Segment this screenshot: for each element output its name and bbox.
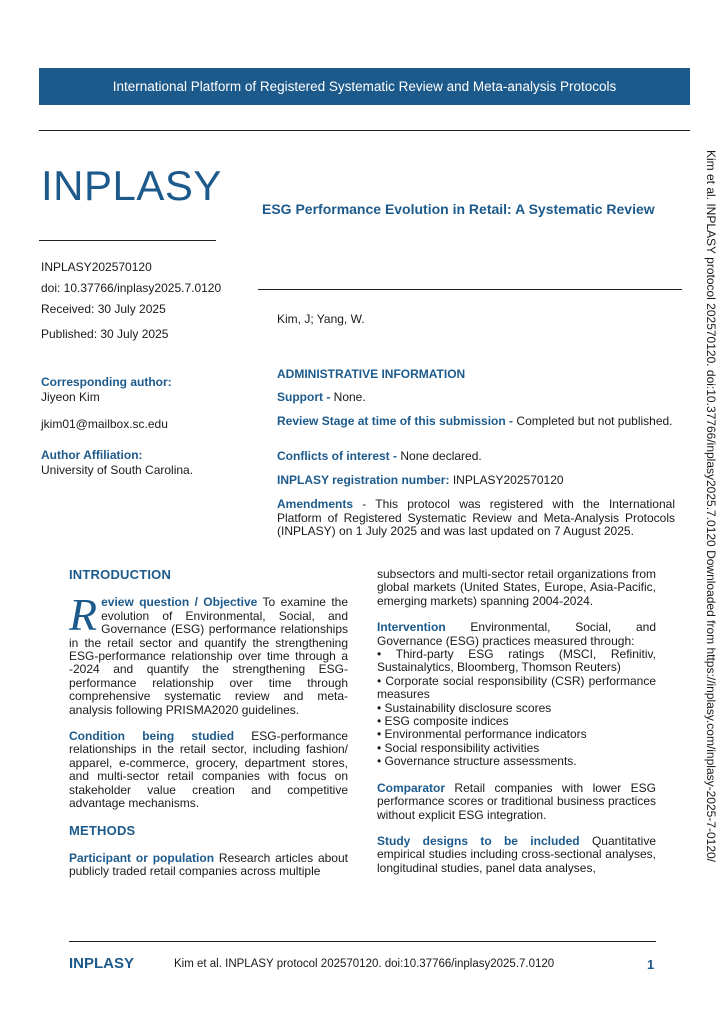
- right-column: [377, 568, 656, 888]
- intervention-list: [377, 648, 656, 769]
- footer-citation: Kim et al. INPLASY protocol 202570120. doi:10.37766/inplasy2025.7.0120: [174, 958, 555, 970]
- condition-label: Condition being studied: [69, 729, 235, 744]
- list-item: • Social responsibility activities: [377, 740, 540, 755]
- participant-text: Research articles about publicly traded retail companies across multiple: [69, 850, 348, 879]
- affiliation-value: University of South Carolina.: [41, 463, 194, 477]
- registration-value: INPLASY202570120: [449, 473, 564, 487]
- header-banner: International Platform of Registered Systematic Review and Meta-analysis Protocols: [39, 68, 690, 105]
- footer-brand: INPLASY: [69, 955, 135, 972]
- corresponding-author: [41, 375, 172, 432]
- study-designs-label: Study designs to be included: [377, 833, 580, 848]
- brand-divider: [39, 240, 216, 241]
- left-column: [69, 568, 348, 892]
- support-label: Support -: [277, 390, 331, 404]
- intervention-block: [377, 621, 656, 768]
- admin-stage: [277, 415, 675, 429]
- participant-label: Participant or population: [69, 850, 215, 865]
- admin-amendments: [277, 498, 675, 539]
- study-designs-paragraph: [377, 835, 656, 875]
- list-item: • Environmental performance indicators: [377, 727, 587, 742]
- list-item: • ESG composite indices: [377, 714, 509, 729]
- list-item: • Corporate social responsibility (CSR) performance measures: [377, 673, 656, 702]
- footer-divider: [69, 941, 656, 942]
- condition-paragraph: [69, 730, 348, 810]
- paper-title: ESG Performance Evolution in Retail: A Systematic Review: [262, 201, 655, 217]
- introduction-heading: INTRODUCTION: [69, 567, 172, 582]
- comparator-label: Comparator: [377, 780, 446, 795]
- page-number: 1: [647, 957, 655, 972]
- admin-heading: [277, 368, 675, 382]
- admin-registration: [277, 474, 675, 488]
- list-item: • Third-party ESG ratings (MSCI, Refinitiv, Sustainalytics, Bloomberg, Thomson Reuters): [377, 647, 656, 675]
- list-item: • Governance structure assessments.: [377, 754, 577, 769]
- published-date: Published: 30 July 2025: [41, 327, 169, 341]
- title-divider: [258, 289, 682, 290]
- comparator-paragraph: [377, 782, 656, 822]
- download-side-note: [700, 150, 720, 890]
- header-divider: [39, 130, 690, 131]
- support-value: None.: [330, 390, 366, 404]
- author-affiliation: [41, 448, 193, 478]
- methods-heading: METHODS: [69, 822, 136, 838]
- amendments-label: Amendments: [277, 497, 354, 511]
- review-question-text: To examine the evolution of Environmental, Social, and Governance (ESG) performance relationships in the retail sector and quantify the strengthening ESG-performance relationship over time through a -2024 and quantify the strengthening ESG-performance relationship over time through comprehensive systematic review and meta-analysis following PRISMA2020 guidelines.: [69, 595, 348, 717]
- drop-cap: R: [69, 589, 98, 641]
- admin-heading-text: ADMINISTRATIVE INFORMATION: [277, 367, 466, 381]
- admin-conflicts: [277, 450, 675, 464]
- journal-brand: INPLASY: [41, 162, 222, 209]
- corresponding-label: Corresponding author:: [41, 375, 172, 389]
- doi: doi: 10.37766/inplasy2025.7.0120: [41, 281, 222, 295]
- corresponding-name: Jiyeon Kim: [41, 390, 100, 404]
- protocol-id: INPLASY202570120: [41, 260, 152, 274]
- amendments-value: - This protocol was registered with the International Platform of Registered Systematic Review and Meta-Analysis Protocols (INPLASY) on 1 July 2025 and was last updated on 7 August 2025.: [277, 497, 675, 538]
- population-continuation: subsectors and multi-sector retail organizations from global markets (United States, Europe, Asia-Pacific, emerging markets) spanning 2004-2024.: [377, 567, 656, 608]
- study-designs-text: Quantitative empirical studies including cross-sectional analyses, longitudinal studies, panel data analyses,: [377, 833, 656, 875]
- corresponding-email[interactable]: jkim01@mailbox.sc.edu: [41, 417, 168, 431]
- review-question-paragraph: [69, 589, 348, 717]
- condition-text: ESG-performance relationships in the retail sector, including fashion/ apparel, e-commerce, grocery, department stores, and multi-sector retail companies with focus on stakeholder value creation and competitive advantage mechanisms.: [69, 729, 348, 811]
- author-list: Kim, J; Yang, W.: [277, 312, 365, 326]
- stage-label: Review Stage at time of this submission -: [277, 414, 514, 428]
- side-note-text[interactable]: Kim et al. INPLASY protocol 202570120. doi:10.37766/inplasy2025.7.0120 Downloaded from https://inplasy.com/inplasy-2025-7-0120/: [704, 150, 718, 863]
- stage-value: Completed but not published.: [513, 414, 673, 428]
- intervention-paragraph: [377, 621, 656, 648]
- registration-label: INPLASY registration number:: [277, 473, 450, 487]
- list-item: • Sustainability disclosure scores: [377, 700, 552, 715]
- affiliation-label: Author Affiliation:: [41, 448, 143, 462]
- intervention-text: Environmental, Social, and Governance (ESG) practices measured through:: [377, 620, 656, 648]
- review-question-label: eview question / Objective: [101, 595, 258, 610]
- intervention-label: Intervention: [377, 620, 446, 635]
- conflicts-label: Conflicts of interest -: [277, 449, 398, 463]
- participant-paragraph: [69, 852, 348, 879]
- admin-support: [277, 391, 675, 405]
- received-date: Received: 30 July 2025: [41, 302, 166, 316]
- conflicts-value: None declared.: [397, 449, 482, 463]
- comparator-text: Retail companies with lower ESG performance scores or traditional business practices without explicit ESG integration.: [377, 780, 656, 822]
